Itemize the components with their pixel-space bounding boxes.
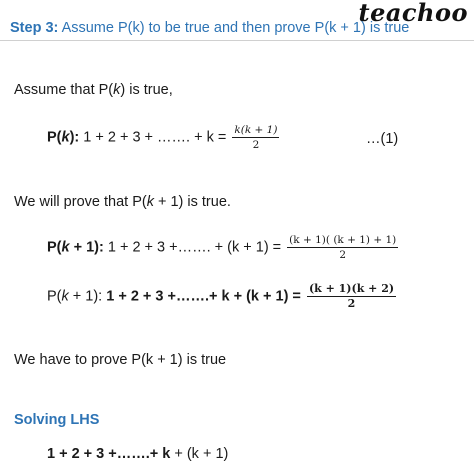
pk1b-fraction — [307, 283, 396, 310]
assume-line — [14, 82, 173, 98]
pk1-frac-den: 2 — [339, 249, 347, 261]
pk1b-expr: 1 + 2 + 3 +…….+ k + (k + 1) = — [106, 288, 305, 305]
pk1b-label-p: P( — [47, 288, 62, 305]
pk1-label-p: P( — [47, 239, 62, 256]
teachoo-logo: teachoo — [358, 0, 468, 27]
pk1-frac-num: (k + 1)( (k + 1) + 1) — [289, 234, 397, 246]
assume-post: ) is true, — [120, 82, 173, 98]
pk1b-frac-den: 2 — [347, 297, 356, 310]
assume-k: k — [113, 82, 121, 98]
pk1b-label-end: + 1): — [68, 288, 107, 305]
pk-label-p: P( — [47, 129, 62, 146]
equation-number: …(1) — [366, 131, 399, 147]
have-to-prove-line: We have to prove P(k + 1) is true — [14, 352, 227, 368]
pk1b-line — [47, 283, 398, 310]
lhs-rest: + (k + 1) — [170, 446, 229, 462]
pk-frac-num: k(k + 1) — [234, 124, 278, 136]
pk1-line — [47, 234, 400, 261]
assume-pre: Assume that P( — [14, 82, 114, 98]
pk1b-label-k: k — [61, 288, 69, 305]
solving-lhs-heading: Solving LHS — [14, 412, 100, 428]
prove-k: k — [146, 194, 154, 210]
pk1-fraction — [287, 234, 398, 261]
prove-line — [14, 194, 231, 210]
prove-pre: We will prove that P( — [14, 194, 147, 210]
lhs-line — [47, 446, 228, 462]
pk-line — [47, 124, 281, 151]
pk-label-k: k — [61, 129, 70, 146]
step-label: Step 3: — [10, 20, 59, 36]
pk1-label-end: + 1): — [69, 239, 104, 256]
pk1b-frac-num: (k + 1)(k + 2) — [308, 282, 395, 295]
pk1-label-k: k — [61, 239, 70, 256]
lhs-bold-part: 1 + 2 + 3 +…….+ k — [47, 446, 171, 462]
pk-label-end: ): — [69, 129, 80, 146]
pk-frac-den: 2 — [252, 139, 260, 151]
pk-expr: 1 + 2 + 3 + ……. + k = — [79, 129, 231, 146]
prove-post: + 1) is true. — [153, 194, 231, 210]
pk-fraction — [232, 124, 279, 151]
pk1-expr: 1 + 2 + 3 +……. + (k + 1) = — [103, 239, 286, 256]
step-text: Assume P(k) to be true and then prove P(k + 1) is true — [58, 20, 410, 36]
header-divider — [0, 40, 474, 41]
step-header — [10, 20, 409, 36]
